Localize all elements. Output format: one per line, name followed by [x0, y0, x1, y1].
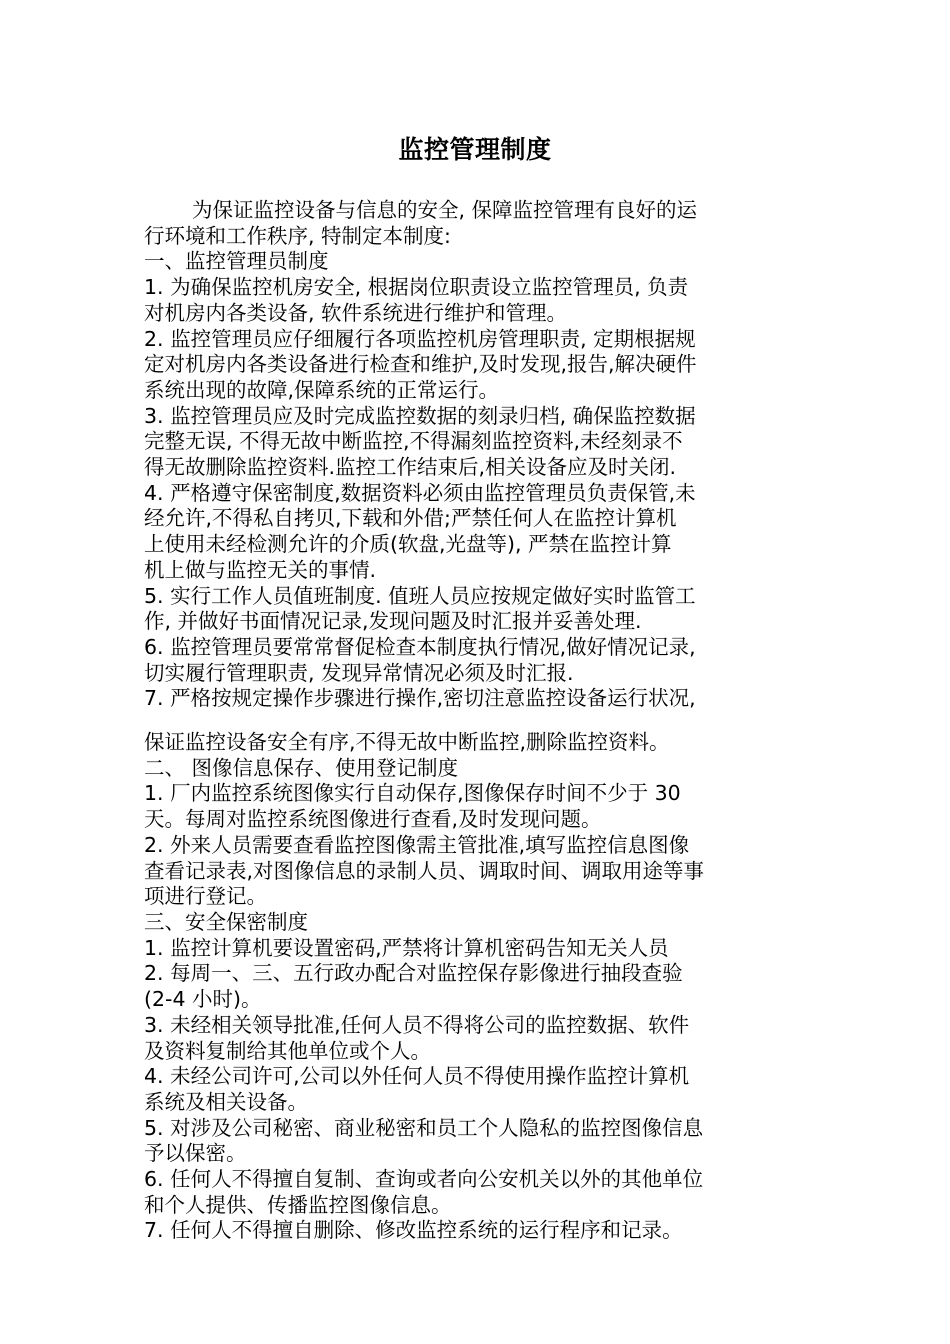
body-line: 5. 对涉及公司秘密、商业秘密和员工个人隐私的监控图像信息 — [144, 1115, 704, 1140]
section-heading: 二、 图像信息保存、使用登记制度 — [144, 755, 459, 780]
paragraph-gap — [144, 712, 814, 730]
section-heading: 三、安全保密制度 — [144, 909, 308, 934]
body-line: 经允许,不得私自拷贝,下载和外借;严禁任何人在监控计算机 — [144, 506, 677, 531]
body-line: 及资料复制给其他单位或个人。 — [144, 1038, 431, 1063]
body-line: 5. 实行工作人员值班制度. 值班人员应按规定做好实时监管工 — [144, 583, 696, 608]
body-line: 天。每周对监控系统图像进行查看,及时发现问题。 — [144, 807, 602, 832]
body-line: 2. 每周一、三、五行政办配合对监控保存影像进行抽段查验 — [144, 961, 683, 986]
body-line: 系统及相关设备。 — [144, 1089, 308, 1114]
body-line: 6. 监控管理员要常常督促检查本制度执行情况,做好情况记录, — [144, 634, 696, 659]
body-line: 4. 严格遵守保密制度,数据资料必须由监控管理员负责保管,未 — [144, 480, 696, 505]
body-line: 4. 未经公司许可,公司以外任何人员不得使用操作监控计算机 — [144, 1064, 690, 1089]
body-line: 7. 任何人不得擅自删除、修改监控系统的运行程序和记录。 — [144, 1218, 683, 1243]
body-line: 予以保密。 — [144, 1141, 247, 1166]
body-line: 系统出现的故障,保障系统的正常运行。 — [144, 377, 500, 402]
intro-line: 为保证监控设备与信息的安全, 保障监控管理有良好的运 — [192, 198, 698, 222]
section-heading: 一、监控管理员制度 — [144, 249, 329, 274]
body-line: 3. 监控管理员应及时完成监控数据的刻录归档, 确保监控数据 — [144, 403, 696, 428]
body-line: 上使用未经检测允许的介质(软盘,光盘等), 严禁在监控计算 — [144, 532, 672, 557]
body-line: 作, 并做好书面情况记录,发现问题及时汇报并妥善处理. — [144, 609, 642, 634]
body-line: 1. 为确保监控机房安全, 根据岗位职责设立监控管理员, 负责 — [144, 275, 689, 300]
body-line: (2-4 小时)。 — [144, 987, 262, 1012]
body-line: 2. 外来人员需要查看监控图像需主管批准,填写监控信息图像 — [144, 832, 690, 857]
document-title: 监控管理制度 — [398, 135, 552, 164]
body-line: 1. 厂内监控系统图像实行自动保存,图像保存时间不少于 30 — [144, 781, 681, 806]
body-line: 切实履行管理职责, 发现异常情况必须及时汇报. — [144, 660, 574, 685]
body-line: 得无故删除监控资料.监控工作结束后,相关设备应及时关闭. — [144, 455, 677, 480]
body-line: 6. 任何人不得擅自复制、查询或者向公安机关以外的其他单位 — [144, 1167, 704, 1192]
body-line: 机上做与监控无关的事情. — [144, 557, 377, 582]
body-line: 查看记录表,对图像信息的录制人员、调取时间、调取用途等事 — [144, 858, 705, 883]
body-line: 和个人提供、传播监控图像信息。 — [144, 1192, 452, 1217]
intro-line: 行环境和工作秩序, 特制定本制度: — [144, 223, 451, 248]
body-line: 2. 监控管理员应仔细履行各项监控机房管理职责, 定期根据规 — [144, 326, 696, 351]
body-line: 保证监控设备安全有序,不得无故中断监控,删除监控资料。 — [144, 730, 670, 755]
body-line: 7. 严格按规定操作步骤进行操作,密切注意监控设备运行状况, — [144, 686, 696, 711]
body-line: 对机房内各类设备, 软件系统进行维护和管理。 — [144, 300, 568, 325]
body-line: 定对机房内各类设备进行检查和维护,及时发现,报告,解决硬件 — [144, 352, 697, 377]
body-line: 1. 监控计算机要设置密码,严禁将计算机密码告知无关人员 — [144, 935, 669, 960]
body-line: 项进行登记。 — [144, 884, 267, 909]
document-body — [144, 198, 814, 1244]
body-line: 完整无误, 不得无故中断监控,不得漏刻监控资料,未经刻录不 — [144, 429, 683, 454]
body-line: 3. 未经相关领导批准,任何人员不得将公司的监控数据、软件 — [144, 1012, 690, 1037]
